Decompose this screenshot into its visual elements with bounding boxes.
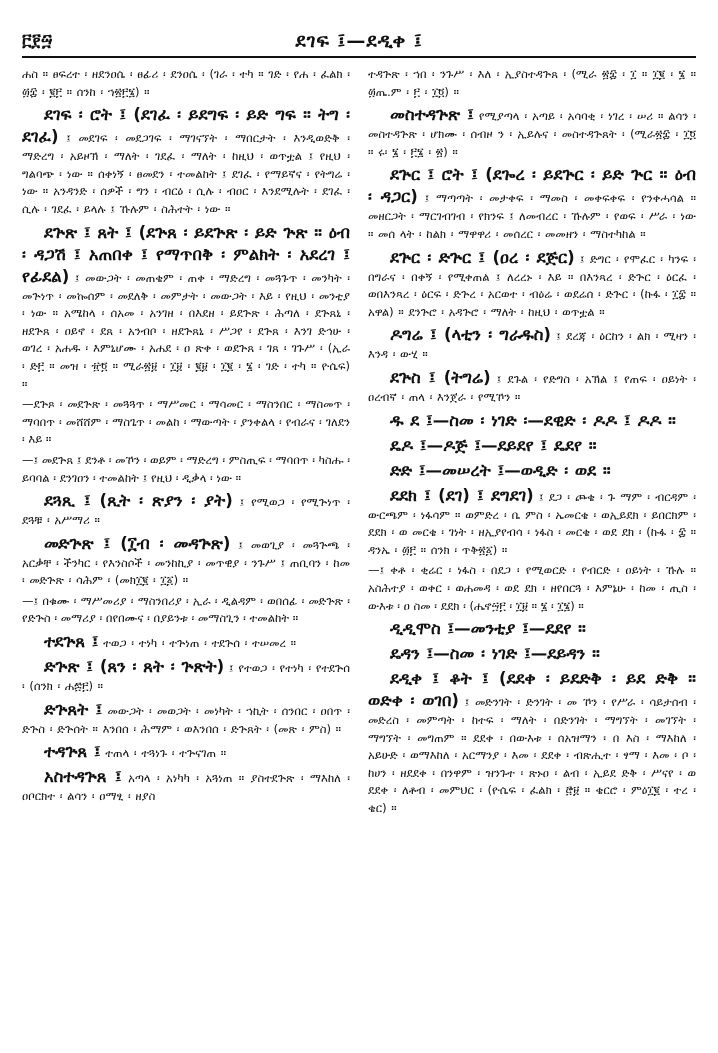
sub-entry: [22, 396, 350, 449]
dictionary-entry: [22, 104, 350, 218]
right-column: [368, 66, 696, 1039]
definition-text: ፤ ደጋ ፡ ጮቄ ፡ ጉ ማም ፡ ብርዳም ፡ ውርጫም ፡ ነፋሳም ። ወምድረ ፡ ቤ ምስ ፡ ኤመርቄ ፡ ወኢይደክ ፡ ይበርክም ፡ ደደክ ፡ ወ መርቄ ፡ ገነት ፡ ዘኢያየብሳ ፡ ነፋስ ፡ መርቄ ፡ ወደ ደክ ፡ (ኩፋ ፡ ፰ ። ዳንኤ ፡ ፴፫ ። ሰንክ ፡ ጥቅ፳፩) ።: [368, 489, 696, 557]
definition-text: ተዳጕጽ ፡ ኀበ ፡ ንጉሥ ፡ እለ ፡ ኢያስተዳጕጸ ፡ (ሚራ ፳፰ ፡ ፲ ። ፲፪ ፡ ፮ ። ፴ጤ.ም ፡ ፫ ፡ ፲፬) ።: [368, 67, 696, 99]
headword: ዴዳን ፤—ስመ ፡ ነገድ ፤—ደይዳን ።: [390, 644, 600, 664]
definition-text: አጣላ ፡ አነካካ ፡ አጓነጠ ። ያስተደጕጽ ፡ ማእከለ ፡ ዐቦርክተ ፡ ልሳን ፡ ዐማፂ ፡ ዘያስ: [22, 771, 350, 804]
headword: ዲዲሞስ ፤—መንቲያ ፤—ደደየ ።: [390, 619, 586, 639]
headword: ደጕር ፤ ሮት ፤ (ደጐረ ፡ ይደጕር ፡ ይድ ጕር ። ዕብ ፡ ዳጋር): [368, 165, 696, 207]
definition-text: ፤ መድንገት ፡ ድንገት ፡ መ ኾን ፡ የሥራ ፡ ሳይታሰብ ፡ መድረስ ፡ መምጣት ፡ ከተፍ ፡ ማለት ፡ በድንገት ፡ ማግኘት ፡ መገኘት ፡ ማግኘት ፡ መግጠም ። ደደቀ ፡ በውእቱ ፡ ሰአዝማን ፡ በ እስ ፡ ማእከለ ፡ አይሁድ ፡ ወማእከለ ፡ አርማንያ ፡ እመ ፡ ደደቀ ፡ ብጽሒተ ፡ ፃማ ፡ እመ ፡ ቦ ፡ ከሀን ፡ ዘደደቀ ፡ በንዋም ፡ ዝንጉተ ፡ ጽኑዐ ፡ ልብ ፡ ኢይደ ድቅ ፡ ሥናየ ፡ ወ ደደቀ ፡ ለቶብ ፡ መምህር ፡ (ዮሴፍ ፡ ፈልክ ፡ ፸፱ ። ቄርሮ ፡ ምዕ፲፪ ፡ ተረ ፡ ቄር) ።: [368, 695, 696, 816]
definition-text: ተጠላ ፡ ተጓነጉ ፡ ተጕናገጠ ።: [105, 746, 227, 761]
definition-text: ፤ የሚወጋ ፡ የሚጕነጥ ፡ ደጓቹ ፡ አሥማሪ ።: [22, 495, 350, 528]
definition-text: ሐስ ። ፀፍረተ ፡ ዘደንዐሴ ፡ ፀፊሪ ፡ ደንዐሴ ፡ (ገራ ፡ ተካ ። ገድ ፡ የሐ ፡ ፈልክ ፡ ፴፰ ፡ ፪፫ ። ሰንከ ፡ ኀ፳፫፮) ።: [22, 67, 350, 99]
dictionary-entry: [368, 367, 696, 407]
definition-text: ፤ ድግር ፡ የሞፈር ፡ ካንፍ ፡ በግራና ፡ በቀኝ ፡ የሚቀጠል ፤ ለረረኑ ፡ እይ ። በእንጻረ ፡ ድጕር ፡ ዕርፈ ፡ ወበእንጻረ ፡ ዕርፍ ፡ ድጕረ ፡ አርወተ ፡ ብዕሬ ፡ ወደሬሰ ፡ ድጕር ፡ (ኩፋ ፡ ፲፰ ። አዋል) ። ደንጕሮ ፡ አዳጕሮ ፡ ማለት ፡ ከዚህ ፡ ወጥቷል ።: [368, 251, 696, 319]
definition-text: ፤ ማጣጣት ፡ መታቀፍ ፡ ማመስ ፡ መቀፍቀፍ ፡ የንቀሓሳል ። መዘርጋት ፡ ማርገብገብ ፡ የክንፍ ፤ ለመብረር ፡ ኹሉም ፡ የወፍ ፡ ሥራ ፡ ነው ። መሰ ላት ፡ ከልክ ፡ ማዋዋሪ ፡ መሰረር ፡ መመዘን ፡ ማስተካከል ።: [368, 191, 696, 241]
headword: ደዲቀ ፤ ቆት ፤ (ደደቀ ፡ ይደድቅ ፡ ይደ ድቅ ። ወድቀ ፡ ወገበ): [368, 669, 696, 711]
definition-text: ፤ ደረጃ ፡ ዕርከን ፡ ልክ ፡ ሚዛን ፡ እንዳ ፡ ውሂ ።: [368, 329, 696, 362]
dictionary-entry: [22, 222, 350, 394]
headword: ደጕር ፡ ድጕር ፤ (ዐረ ፡ ደጅር): [390, 247, 575, 267]
left-column: [22, 66, 350, 1039]
definition-text: ፤ መወጊያ ፡ መጓጕጫ ፡ አርቃቸ ፡ ችንካር ፡ የእንስሶች ፡ መንከኪያ ፡ መጥዊያ ፡ ንጉሥ ፤ ጠቢባን ፡ ከመ ፡ መድጕጽ ፡ ሳሕም ፡ (መክ፲፪ ፡ ፲፩) ።: [22, 537, 350, 588]
dictionary-entry: [368, 485, 696, 560]
headword: ደጕስ ፤ (ትግሬ): [390, 367, 491, 387]
definition-text: ፤ መደገፍ ፡ መደጋገፍ ፡ ማገናኘት ፡ ማበርታት ፡ እንዲወድቅ ፡ ማድረግ ፡ አይዞኽ ፡ ማለት ፡ ገደፈ ፡ ማለት ፡ ከዚህ ፡ ወጥቷል ፤ የዚህ ፡ ግልባጭ ፡ ነው ። ሰቀነኝ ፡ ፀመደን ፡ ተመልከት ፤ ደገፈ ፡ የማይኛና ፡ የትግሬ ፡ ነው ። አንዳንድ ፡ ሰዎች ፡ ግን ፡ ብርዕ ፡ ሲሉ ፡ ብዐር ፡ እንደሚሉት ፡ ደገፈ ፡ ሲሉ ፡ ገደፈ ፡ ይላሉ ፤ ኹሉም ፡ ስሕተት ፡ ነው ።: [22, 131, 350, 216]
definition-text: ፤ የተወጋ ፡ የተነካ ፡ የተደጕሰ ፡ (ሰንክ ፡ ሐ፷፫) ።: [22, 661, 350, 694]
definition-text: ተወጋ ፡ ተነካ ፡ ተጕነጠ ፡ ተደጕሰ ፡ ተሠመረ ።: [103, 636, 296, 651]
definition-text: —ደጕጾ ፡ መደጕጽ ፡ መጓጓጥ ፡ ማሥመር ፡ ማሳመር ፡ ማስንበር ፡ ማስመጥ ፡ ማባበጥ ፡ መሸሸም ፡ ማስጌጥ ፡ መልከ ፡ ማውጣት ፡ ያንቀልላ ፡ የብራና ፡ ገለደን ፡ እይ ።: [22, 397, 350, 447]
dictionary-entry: [22, 631, 350, 653]
dictionary-entry: [368, 435, 696, 457]
headword: ድጕጸት ፤: [44, 699, 103, 719]
dictionary-entry: [368, 643, 696, 665]
dictionary-entry: [368, 618, 696, 640]
sub-entry: [22, 452, 350, 487]
dictionary-entry: [368, 668, 696, 818]
definition-text: የሚያጣላ ፡ አጣይ ፡ አሳባቂ ፡ ነገረ ፡ ሠሪ ። ልሳን ፡ መስተዳጕጽ ፡ ሆክሙ ፡ ሰብዞ ን ፡ ኢይሉና ፡ መስተዳጕጸት ፡ (ሚራ፳፰ ፡ ፲፬ ። ሩ፡ ፮ ፡ ፫፮ ፡ ፳) ።: [368, 109, 696, 159]
headword: ደደክ ፤ (ደገ) ፤ ደግደገ): [390, 485, 534, 505]
headword: ድጕጽ ፤ (ጸን ፡ ጸት ፡ ጕጽት): [44, 657, 225, 677]
headword: ተዳጕጸ ፤: [44, 742, 101, 762]
dictionary-entry: [22, 490, 350, 530]
headword: ደጓጺ ፤ (ጺት ፡ ጽያን ፡ ያት): [44, 491, 233, 511]
dictionary-entry: [22, 699, 350, 739]
definition-text: ፤ ደጉል ፡ የድግስ ፡ አኽል ፤ የጠፍ ፡ ዐይነት ፡ ዐረብኛ ፡ ጠላ ፡ እንጀራ ፡ የሚኾን ።: [368, 371, 696, 404]
dictionary-entry: [368, 66, 696, 101]
definition-text: —፤ በቁሙ ፡ ማሥመሪያ ፡ ማስንበሪያ ፡ ኢራ ፡ ዲልዳም ፡ ወበሰፊ ፡ መድጕጽ ፡ የድጕስ ፡ መማሪያ ፡ በየበሙና ፡ በያይንቱ ፡ መማስጊን ፡ ተመልከት ።: [22, 593, 350, 626]
headword: ደጕጽ ፤ ጸት ፤ (ደጕጸ ፡ ይደጕጽ ፡ ይድ ጕጽ ። ዕብ ፡ ዳጋሽ ፤ አጠበቀ ፤ የማጥበቅ ፡ ምልክት ፡ አደረገ ፤ የፊደል): [22, 222, 350, 286]
headword: አስተዳጕጸ ፤: [44, 767, 122, 787]
dictionary-entry: [368, 164, 696, 243]
dictionary-entry: [22, 766, 350, 806]
dictionary-entry: [22, 66, 350, 101]
dictionary-entry: [368, 460, 696, 482]
running-head: ደገፍ ፤—ደዲቀ ፤: [295, 30, 423, 52]
dictionary-entry: [368, 324, 696, 364]
page-header: [22, 26, 696, 58]
headword: ደገፍ ፡ ሮት ፤ (ደገፈ ፡ ይደግፍ ፡ ይድ ግፍ ። ትግ ፡ ደገፈ): [22, 105, 350, 147]
definition-text: —፤ ቀቶ ፡ ቂሬር ፡ ነፋስ ፡ በደጋ ፡ የሚወርድ ፡ የብርድ ፡ ዐይነት ፡ ኹሉ ። አስሕተያ ፡ ወቀር ፡ ወሐመዳ ፡ ወደ ደክ ፡ ዘየበርጓ ፡ እምኔሁ ፡ ከመ ፡ ጢስ ፡ ውእቱ ፡ ዐ ስመ ፡ ደደክ ፡ (ሔኖ፵፫ ፡ ፲፱ ። ፮ ፡ ፲፮) ።: [368, 563, 696, 613]
sub-entry: [22, 593, 350, 628]
headword: ተደጕጸ ፤: [44, 632, 99, 652]
page-number: ፫፻፵: [22, 31, 53, 51]
headword: ዱ ደ ፤—ስመ ፡ ነገድ ፡—ደዊድ ፡ ዶዶ ፤ ዶዶ ።: [390, 410, 676, 430]
columns: [22, 66, 696, 1039]
definition-text: መውጋት ፡ መወጋት ፡ መነካት ፡ ኀኪት ፡ ሰንበር ፡ ዐበጥ ፡ ድጕስ ፡ ድጕሰት ። እንበሰ ፡ ሕማም ፡ ወእንበሰ ፡ ድጕጸት ፡ (መጽ ፡ ምስ) ።: [22, 703, 350, 736]
headword: ድድ ፤—መሠረት ፤—ወዲድ ፡ ወደ ።: [390, 460, 611, 480]
definition-text: ፤ መውጋት ፡ መጠቄም ፡ ጠቀ ፡ ማድረግ ፡ መጓጉጥ ፡ መንካት ፡ መጕነጥ ፡ መኰሰም ፡ መደለቅ ፡ መምታት ፡ መውጋት ፡ እይ ፡ የዚህ ፡ መንቲያ ፡ ነው ። አሜከላ ፡ ሰአመ ፡ አንገዘ ፡ በእደዘ ፡ ይደጕጽ ፡ ሕጣለ ፡ ደጕጸኒ ፡ ዘደጕጸ ፡ ዐይኖ ፡ ደጸ ፡ አንብቦ ፡ ዘደጕጸኒ ፡ ሥጋየ ፡ ደጕጸ ፡ እንገ ድኅሁ ፡ ወገረ ፡ አሐዱ ፡ እምኒሆሙ ፡ አሐደ ፡ ዐ ጽቀ ፡ ወደጕጸ ፡ ገጸ ፡ ገጉሥ ፡ (ኢራ ፡ ድ፫ ። መዝ ፡ ፹፬ ። ሚራ፳፱ ፡ ፲፱ ፡ ፪፱ ፡ ፲፪ ፡ ፮ ፡ ገድ ፡ ተካ ። ዮሴፍ) ።: [22, 270, 350, 391]
dictionary-entry: [22, 533, 350, 590]
dictionary-entry: [22, 741, 350, 763]
dictionary-entry: [368, 410, 696, 432]
headword: መድጕጽ ፤ (፲ብ ፡ መዳጕጽ): [44, 533, 231, 553]
dictionary-entry: [368, 247, 696, 322]
definition-text: —፤ መደጕጸ ፤ ደንቶ ፡ መኾን ፡ ወይም ፡ ማድረግ ፡ ምስጢፍ ፡ ማባበጥ ፡ ካስሑ ፡ ይባባል ፡ ደንገዐን ፡ ተመልከት ፤ የዚህ ፡ ዲቃላ ፡ ነው ።: [22, 452, 350, 485]
headword: ዶግሬ ፤ (ላቲን ፡ ግራዱስ): [390, 325, 551, 345]
sub-entry: [368, 562, 696, 615]
dictionary-entry: [368, 104, 696, 161]
headword: ዴዶ ፤—ዶጅ ፤—ደይደየ ፤ ዴደየ ።: [390, 435, 597, 455]
headword: መስተዳጕጽ ፤: [390, 105, 474, 125]
dictionary-entry: [22, 656, 350, 696]
